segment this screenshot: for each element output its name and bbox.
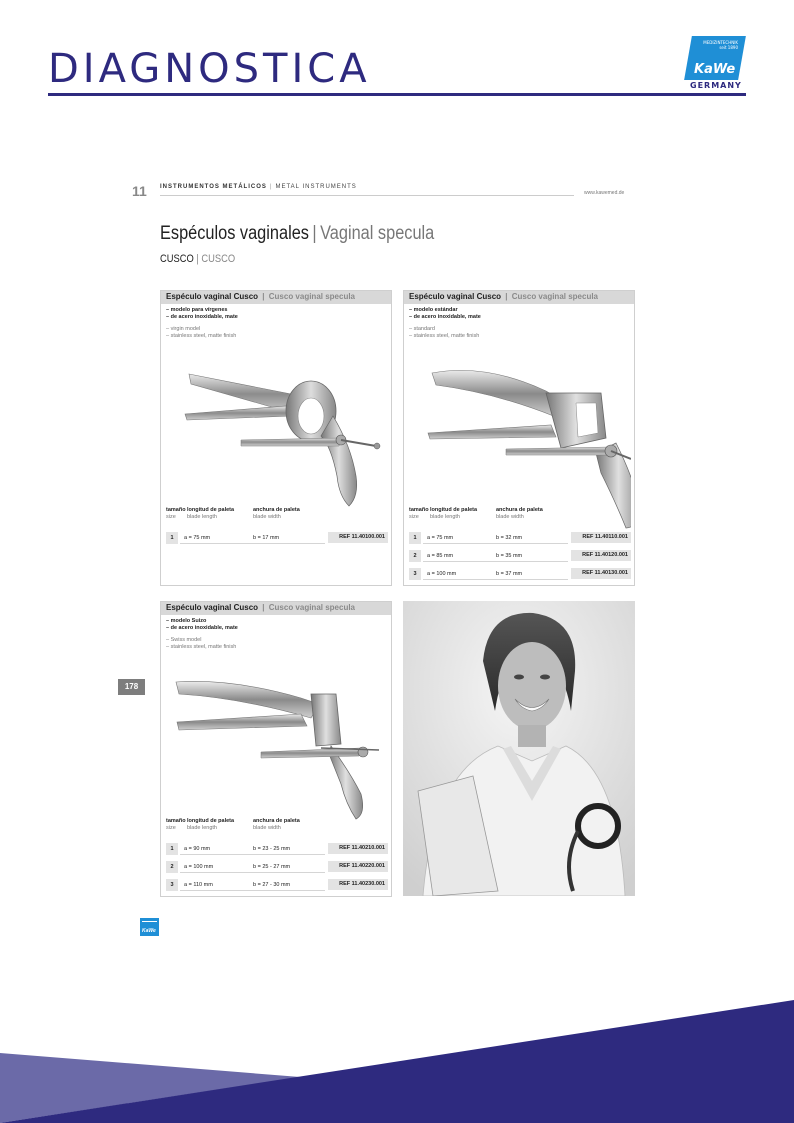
card-header: [161, 602, 391, 615]
footer-decoration: [0, 995, 794, 1123]
card-header: [161, 291, 391, 304]
table-row: [409, 568, 631, 580]
card-header: [404, 291, 634, 304]
spec-length-label-en: blade length: [187, 825, 217, 831]
section-title-es: Espéculos vaginales: [160, 223, 309, 244]
row-ref: REF 11.40120.001: [571, 550, 631, 561]
desc-line: – modelo para vírgenes: [166, 307, 228, 313]
table-row: [166, 532, 388, 544]
table-row: [166, 861, 388, 873]
row-width: b = 27 - 30 mm: [253, 882, 291, 888]
chapter-number: 11: [132, 183, 147, 199]
row-length: a = 100 mm: [184, 864, 214, 870]
section-title-en: Vaginal specula: [320, 223, 435, 244]
spec-width-label-en: blade width: [253, 825, 281, 831]
card-title-separator: |: [505, 292, 508, 301]
logo-brand: KaWe: [694, 62, 736, 77]
row-width: b = 17 mm: [253, 535, 280, 541]
card-title-en: Cusco vaginal specula: [511, 292, 599, 301]
card-title-separator: |: [262, 292, 265, 301]
row-length: a = 75 mm: [184, 535, 211, 541]
row-length: a = 90 mm: [184, 846, 211, 852]
logo-country: GERMANY: [690, 81, 742, 90]
row-ref: REF 11.40110.001: [571, 532, 631, 543]
speculum-image: [181, 366, 381, 516]
card-description: [161, 304, 391, 339]
table-row: [166, 843, 388, 855]
spec-size-label: tamaño: [409, 507, 429, 513]
product-card-virgin: [160, 290, 392, 586]
desc-line: – Swiss model: [166, 637, 202, 644]
table-row: [409, 532, 631, 544]
row-width: b = 32 mm: [496, 535, 523, 541]
row-width: b = 37 mm: [496, 571, 523, 577]
spec-width-label: anchura de paleta: [253, 507, 300, 513]
desc-line: – stainless steel, matte finish: [409, 332, 480, 339]
spec-length-label: longitud de paleta: [187, 507, 235, 513]
row-size: 3: [166, 879, 178, 891]
spec-width-label: anchura de paleta: [253, 818, 300, 824]
spec-length-label-en: blade length: [187, 514, 217, 520]
spec-width-label-en: blade width: [496, 514, 524, 520]
chapter-title-en: METAL INSTRUMENTS: [275, 184, 357, 190]
row-width: b = 35 mm: [496, 553, 523, 559]
card-title-es: Espéculo vaginal Cusco: [166, 603, 259, 612]
logo-tagline: MEDIZINTECHNIK seit 1890: [703, 40, 738, 50]
card-description: [404, 304, 634, 339]
chapter-rule: [160, 195, 574, 196]
desc-line: – modelo Suizo: [166, 618, 207, 624]
row-ref: REF 11.40100.001: [328, 532, 388, 543]
spec-size-label-en: size: [166, 825, 176, 831]
row-ref: REF 11.40210.001: [328, 843, 388, 854]
card-title-separator: |: [262, 603, 265, 612]
desc-line: – modelo estándar: [409, 307, 458, 313]
table-row: [409, 550, 631, 562]
spec-size-label-en: size: [166, 514, 176, 520]
row-length: a = 75 mm: [427, 535, 454, 541]
chapter-separator: |: [269, 184, 273, 190]
card-title-en: Cusco vaginal specula: [268, 292, 356, 301]
desc-line: – de acero inoxidable, mate: [166, 624, 238, 631]
row-size: 1: [166, 843, 178, 855]
desc-line: – stainless steel, matte finish: [166, 332, 237, 339]
section-sub-es: CUSCO: [160, 253, 194, 265]
doctor-illustration: [403, 601, 635, 896]
spec-length-label: longitud de paleta: [430, 507, 478, 513]
row-ref: REF 11.40130.001: [571, 568, 631, 579]
spec-width-label-en: blade width: [253, 514, 281, 520]
desc-line: – virgin model: [166, 326, 201, 333]
page-number: 178: [118, 679, 145, 695]
spec-length-label-en: blade length: [430, 514, 460, 520]
desc-line: – de acero inoxidable, mate: [409, 313, 481, 320]
chapter-title: [160, 184, 357, 190]
row-size: 3: [409, 568, 421, 580]
row-length: a = 100 mm: [427, 571, 457, 577]
speculum-image: [171, 674, 381, 824]
spec-size-label-en: size: [409, 514, 419, 520]
spec-size-label: tamaño: [166, 507, 186, 513]
desc-line: – stainless steel, matte finish: [166, 643, 237, 650]
card-title-es: Espéculo vaginal Cusco: [409, 292, 502, 301]
website-link[interactable]: www.kawemed.de: [584, 190, 625, 196]
kawe-logo: [688, 36, 742, 90]
doctor-photo: [403, 601, 635, 896]
section-sub-en: CUSCO: [201, 253, 236, 265]
row-size: 1: [409, 532, 421, 544]
product-card-swiss: [160, 601, 392, 897]
section-subtitle: CUSCO | CUSCO: [160, 253, 236, 265]
card-description: [161, 615, 391, 650]
row-ref: REF 11.40220.001: [328, 861, 388, 872]
section-separator: |: [312, 223, 317, 244]
row-width: b = 25 - 27 mm: [253, 864, 291, 870]
row-width: b = 23 - 25 mm: [253, 846, 291, 852]
row-ref: REF 11.40230.001: [328, 879, 388, 890]
desc-line: – de acero inoxidable, mate: [166, 313, 238, 320]
section-title: [160, 223, 434, 245]
row-size: 1: [166, 532, 178, 544]
product-card-standard: [403, 290, 635, 586]
kawe-small-logo: [140, 918, 159, 936]
chapter-title-es: INSTRUMENTOS METÁLICOS: [160, 184, 267, 190]
page-title: DIAGNOSTICA: [48, 46, 371, 92]
spec-size-label: tamaño: [166, 818, 186, 824]
desc-line: – standard: [409, 326, 435, 333]
row-length: a = 85 mm: [427, 553, 454, 559]
spec-length-label: longitud de paleta: [187, 818, 235, 824]
card-title-en: Cusco vaginal specula: [268, 603, 356, 612]
card-title-es: Espéculo vaginal Cusco: [166, 292, 259, 301]
spec-width-label: anchura de paleta: [496, 507, 543, 513]
row-size: 2: [409, 550, 421, 562]
row-length: a = 110 mm: [184, 882, 213, 888]
small-logo-text: KaWe: [142, 928, 156, 934]
row-size: 2: [166, 861, 178, 873]
header-rule: [48, 93, 746, 96]
table-row: [166, 879, 388, 891]
